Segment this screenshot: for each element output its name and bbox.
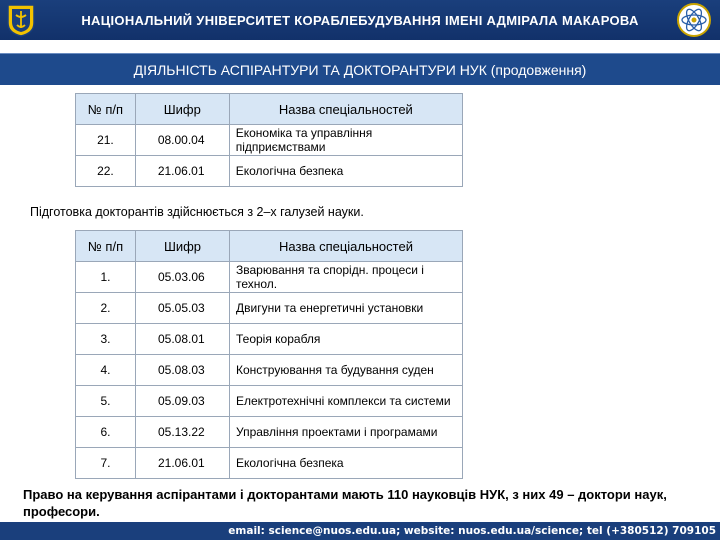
column-header-code: Шифр [136, 231, 230, 262]
table-header-row [76, 94, 463, 125]
row-number: 7. [76, 448, 136, 479]
row-name: Конструювання та будування суден [230, 355, 463, 386]
university-title: НАЦІОНАЛЬНИЙ УНІВЕРСИТЕТ КОРАБЛЕБУДУВАННЯ ІМЕНІ АДМІРАЛА МАКАРОВА [81, 12, 639, 28]
table-row [76, 125, 463, 156]
row-name: Екологічна безпека [229, 156, 462, 187]
doctoral-specialties-table [75, 230, 463, 479]
row-name: Економіка та управління підприємствами [229, 125, 462, 156]
section-title: ДІЯЛЬНІСТЬ АСПІРАНТУРИ ТА ДОКТОРАНТУРИ НУК (продовження) [133, 61, 587, 78]
row-number: 5. [76, 386, 136, 417]
row-code: 21.06.01 [136, 448, 230, 479]
row-name: Двигуни та енергетичні установки [230, 293, 463, 324]
row-number: 2. [76, 293, 136, 324]
row-code: 05.13.22 [136, 417, 230, 448]
row-code: 05.09.03 [136, 386, 230, 417]
row-name: Теорія корабля [230, 324, 463, 355]
table-row [76, 262, 463, 293]
doctoral-note: Підготовка докторантів здійснюється з 2–х галузей науки. [30, 205, 364, 219]
column-header-name: Назва спеціальностей [230, 231, 463, 262]
table-row [76, 156, 463, 187]
row-code: 05.08.03 [136, 355, 230, 386]
row-code: 08.00.04 [135, 125, 229, 156]
table-row [76, 293, 463, 324]
row-number: 4. [76, 355, 136, 386]
table-row [76, 448, 463, 479]
row-name: Управління проектами і програмами [230, 417, 463, 448]
row-code: 05.05.03 [136, 293, 230, 324]
table-header-row [76, 231, 463, 262]
column-header-number: № п/п [76, 231, 136, 262]
row-number: 21. [76, 125, 136, 156]
contact-info: email: science@nuos.edu.ua; website: nuos.edu.ua/science; tel (+380512) 709105 [228, 525, 716, 537]
table-row [76, 355, 463, 386]
table-row [76, 386, 463, 417]
university-emblem-icon [6, 3, 36, 37]
contact-footer [0, 522, 720, 540]
row-number: 3. [76, 324, 136, 355]
row-code: 05.08.01 [136, 324, 230, 355]
column-header-code: Шифр [135, 94, 229, 125]
row-code: 21.06.01 [135, 156, 229, 187]
science-emblem-icon [676, 2, 712, 38]
header-bar [0, 0, 720, 40]
column-header-number: № п/п [76, 94, 136, 125]
row-number: 22. [76, 156, 136, 187]
column-header-name: Назва спеціальностей [229, 94, 462, 125]
row-name: Електротехнічні комплекси та системи [230, 386, 463, 417]
row-number: 6. [76, 417, 136, 448]
supervisors-statement: Право на керування аспірантами і докторантами мають 110 науковців НУК, з них 49 – доктори наук, професори. [23, 487, 667, 519]
row-code: 05.03.06 [136, 262, 230, 293]
table-row [76, 417, 463, 448]
table-row [76, 324, 463, 355]
row-name: Екологічна безпека [230, 448, 463, 479]
row-number: 1. [76, 262, 136, 293]
row-name: Зварювання та спорідн. процеси і технол. [230, 262, 463, 293]
postgraduate-specialties-table [75, 93, 463, 187]
section-title-bar [0, 53, 720, 85]
